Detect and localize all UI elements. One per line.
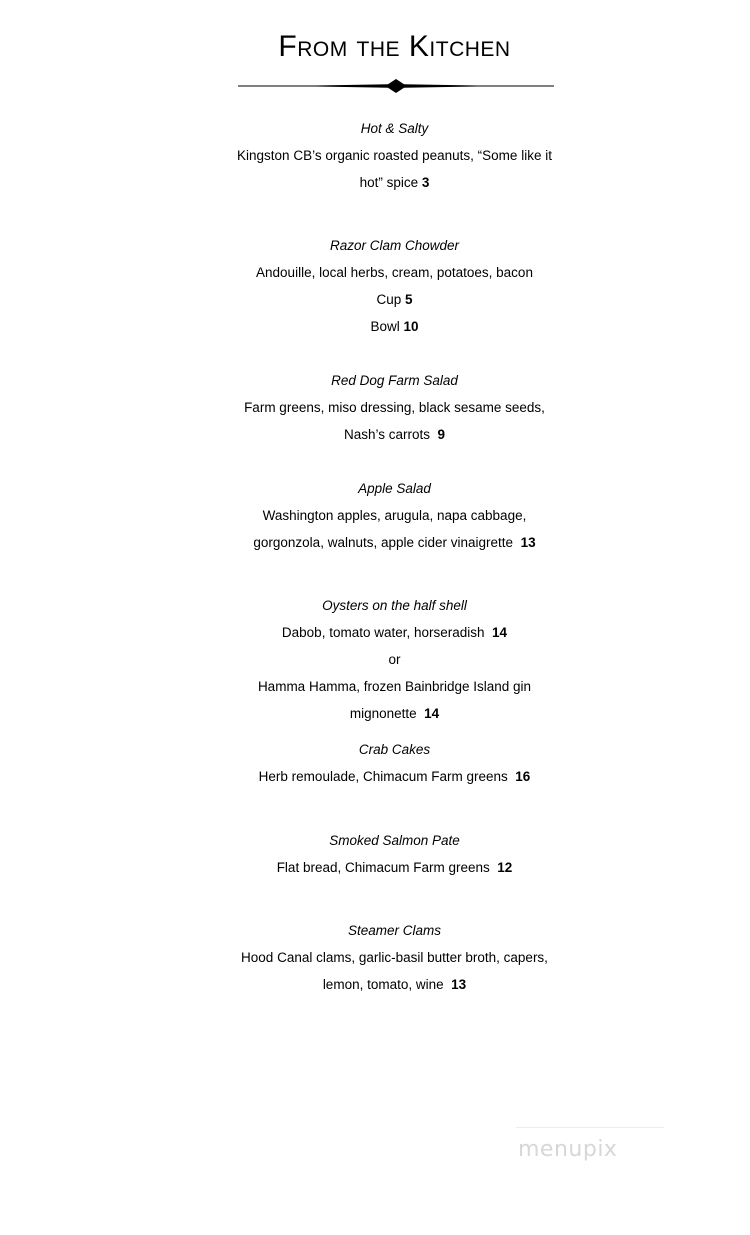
item-description-line [0,623,750,643]
watermark-text: menupix [518,1137,618,1162]
item-description: hot” spice [359,175,419,190]
item-name: Steamer Clams [347,923,442,938]
page-title: From the Kitchen [278,30,511,63]
item-description: lemon, tomato, wine [322,977,444,992]
item-description: Nash’s carrots [343,427,430,442]
bowl-option [0,317,750,337]
item-name: Apple Salad [358,481,431,496]
item-description: Flat bread, Chimacum Farm greens [276,860,490,875]
item-price: 13 [520,535,536,550]
item-description: Farm greens, miso dressing, black sesame seeds, [244,400,545,415]
item-price: 13 [451,977,467,992]
option-label: Bowl [370,319,400,334]
item-name: Oysters on the half shell [322,598,467,613]
item-description-line [0,975,750,995]
item-price: 16 [515,769,531,784]
item-price: 14 [492,625,508,640]
item-description: Kingston CB’s organic roasted peanuts, “Some like it [237,148,552,163]
item-description: Andouille, local herbs, cream, potatoes, bacon [256,265,533,280]
item-description-line [0,425,750,445]
item-name: Razor Clam Chowder [329,238,460,253]
item-description: Hood Canal clams, garlic-basil butter broth, capers, [241,950,548,965]
item-description-line [0,533,750,553]
item-price: 10 [403,319,419,334]
item-description-line [0,173,750,193]
item-description: Herb remoulade, Chimacum Farm greens [258,769,508,784]
item-description: Washington apples, arugula, napa cabbage, [262,508,527,523]
item-name: Red Dog Farm Salad [331,373,458,388]
item-description-line [0,767,750,787]
watermark-rule [516,1127,664,1128]
cup-option [0,290,750,310]
item-price: 9 [437,427,446,442]
item-name: Crab Cakes [358,742,431,757]
ornament-divider [238,76,554,96]
item-description: mignonette [349,706,417,721]
item-price: 14 [424,706,440,721]
item-description: Dabob, tomato water, horseradish [281,625,485,640]
item-price: 3 [421,175,430,190]
or-separator: or [388,652,401,667]
item-price: 12 [497,860,513,875]
item-description: Hamma Hamma, frozen Bainbridge Island gin [257,679,532,694]
item-description-line [0,858,750,878]
menupix-watermark [516,1125,664,1175]
item-description: gorgonzola, walnuts, apple cider vinaigrette [253,535,514,550]
item-name: Hot & Salty [360,121,429,136]
item-price: 5 [405,292,413,307]
item-description-line [0,704,750,724]
option-label: Cup [376,292,402,307]
item-name: Smoked Salmon Pate [329,833,460,848]
